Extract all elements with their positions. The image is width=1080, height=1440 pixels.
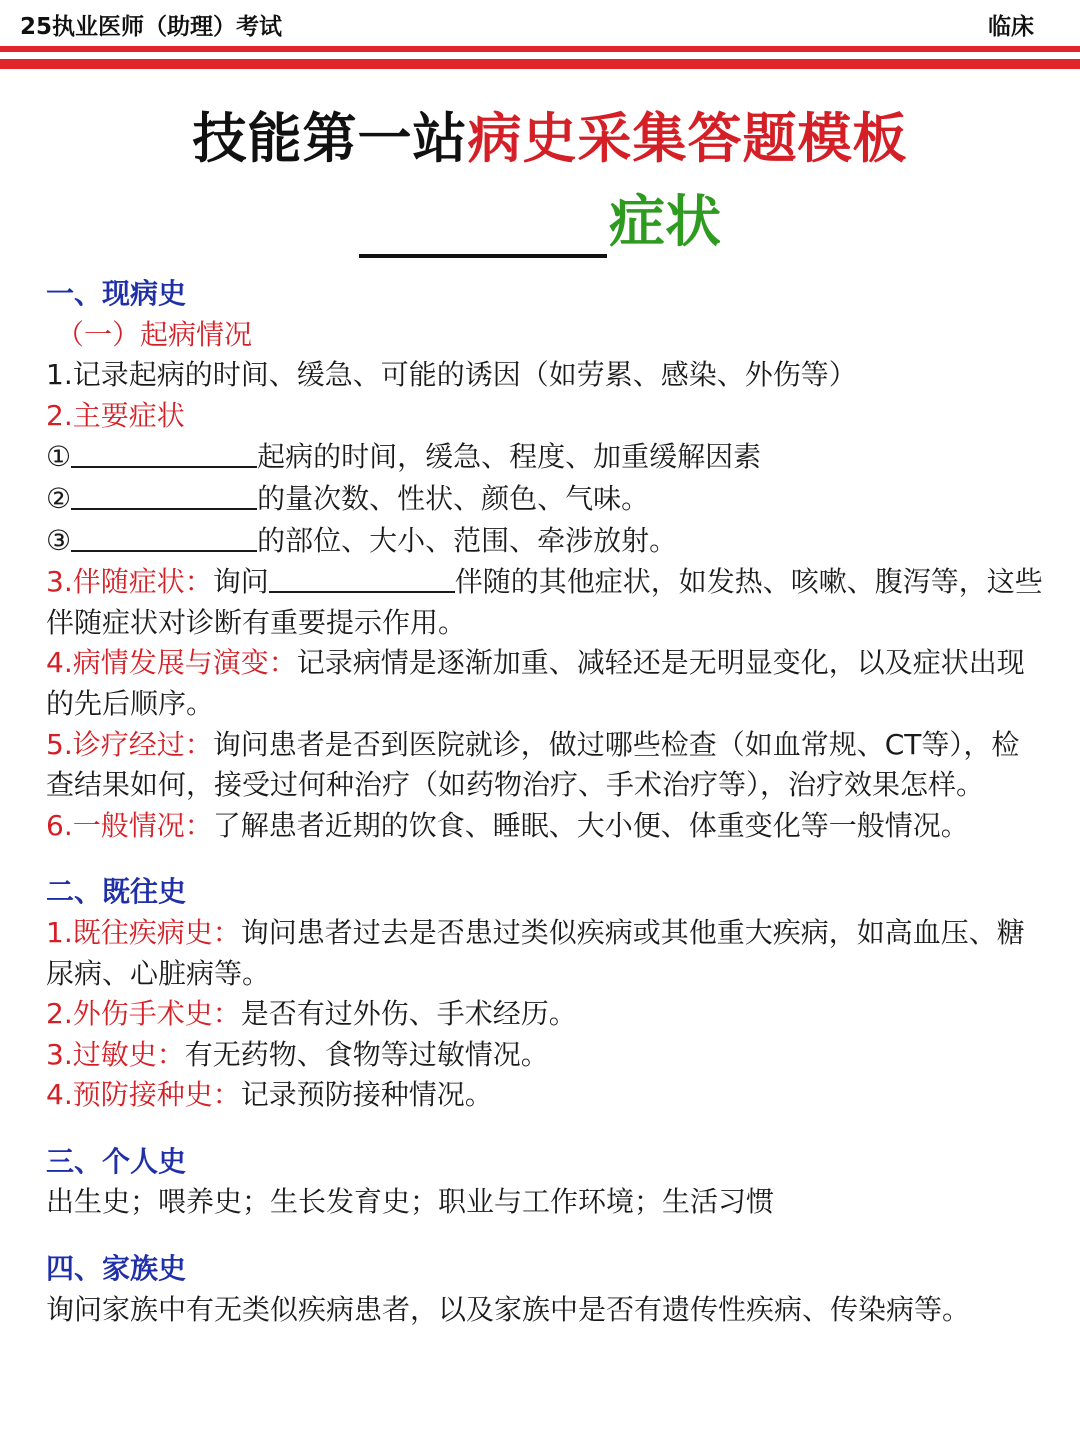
item-label: 1.既往疾病史：	[46, 915, 241, 949]
item-treatment-history	[46, 725, 1046, 806]
item-main-symptom-label: 2.主要症状	[46, 398, 185, 432]
document-body	[46, 274, 1046, 1330]
subsection-onset: （一）起病情况	[56, 317, 253, 351]
fill-blank	[71, 436, 257, 468]
spacer	[46, 846, 1046, 872]
section-heading-personal-history: 三、个人史	[46, 1144, 187, 1178]
item-label: 4.病情发展与演变：	[46, 646, 297, 680]
item-label: 3.伴随症状：	[46, 565, 213, 599]
title-station: 技能第一站	[192, 107, 468, 170]
circled-number-3: ③	[46, 523, 72, 557]
personal-history-text: 出生史；喂养史；生长发育史；职业与工作环境；生活习惯	[46, 1185, 775, 1219]
spacer	[46, 1223, 1046, 1249]
row-text: 的部位、大小、范围、牵涉放射。	[257, 523, 678, 557]
item-text: 询问患者过去是否患过类似疾病或其他重大疾病，如高血压、糖尿病、心脏病等。	[46, 915, 1025, 990]
item-text-pre: 询问	[212, 565, 269, 599]
item-text: 记录预防接种情况。	[240, 1078, 493, 1112]
category-label: 临床	[988, 14, 1034, 40]
main-symptom-row-3	[46, 520, 1046, 562]
item-progression	[46, 643, 1046, 724]
item-vaccination	[46, 1075, 1046, 1116]
main-symptom-row-1	[46, 436, 1046, 478]
item-accompanying-symptoms	[46, 561, 1046, 643]
item-label: 3.过敏史：	[46, 1037, 185, 1071]
item-text-post: 伴随的其他症状，如发热、咳嗽、腹泻等，这些伴随症状对诊断有重要提示作用。	[46, 565, 1043, 639]
title-symptom: 症状	[609, 190, 721, 255]
item-past-disease	[46, 913, 1046, 994]
page-subtitle	[0, 178, 1080, 258]
section-heading-present-illness: 一、现病史	[46, 277, 187, 310]
family-history-text: 询问家族中有无类似疾病患者，以及家族中是否有遗传性疾病、传染病等。	[46, 1292, 971, 1326]
top-header-bar	[0, 0, 1080, 46]
item-text: 有无药物、食物等过敏情况。	[184, 1037, 549, 1071]
section-heading-past-history: 二、既往史	[46, 875, 187, 909]
exam-name-label: 25执业医师（助理）考试	[20, 14, 283, 40]
item-label: 5.诊疗经过：	[46, 727, 213, 761]
item-text: 了解患者近期的饮食、睡眠、大小便、体重变化等一般情况。	[212, 808, 969, 842]
section-heading-family-history: 四、家族史	[46, 1252, 187, 1286]
fill-blank	[71, 520, 257, 552]
fill-blank	[71, 478, 257, 510]
item-label: 6.一般情况：	[46, 808, 213, 842]
item-trauma-surgery	[46, 994, 1046, 1035]
title-fill-blank	[359, 196, 607, 258]
main-symptom-row-2	[46, 478, 1046, 520]
header-divider-thick	[0, 46, 1080, 52]
item-text: 记录病情是逐渐加重、减轻还是无明显变化，以及症状出现的先后顺序。	[46, 646, 1025, 720]
item-label: 2.外伤手术史：	[46, 997, 241, 1031]
item-label: 4.预防接种史：	[46, 1078, 241, 1112]
spacer	[46, 1116, 1046, 1142]
page-title	[0, 96, 1080, 173]
item-text: 是否有过外伤、手术经历。	[240, 997, 577, 1031]
header-divider-band	[0, 59, 1080, 69]
item-text: 询问患者是否到医院就诊，做过哪些检查（如血常规、CT等），检查结果如何，接受过何种治疗（如药物治疗、手术治疗等），治疗效果怎样。	[46, 727, 1020, 802]
circled-number-1: ①	[46, 440, 72, 474]
item-general-condition	[46, 806, 1046, 847]
title-template: 病史采集答题模板	[467, 107, 908, 170]
item-allergy	[46, 1035, 1046, 1076]
item-onset-record: 1.记录起病的时间、缓急、可能的诱因（如劳累、感染、外伤等）	[46, 358, 857, 392]
row-text: 的量次数、性状、颜色、气味。	[257, 481, 650, 515]
row-text: 起病的时间，缓急、程度、加重缓解因素	[257, 440, 762, 474]
circled-number-2: ②	[46, 481, 72, 515]
fill-blank	[269, 561, 455, 593]
